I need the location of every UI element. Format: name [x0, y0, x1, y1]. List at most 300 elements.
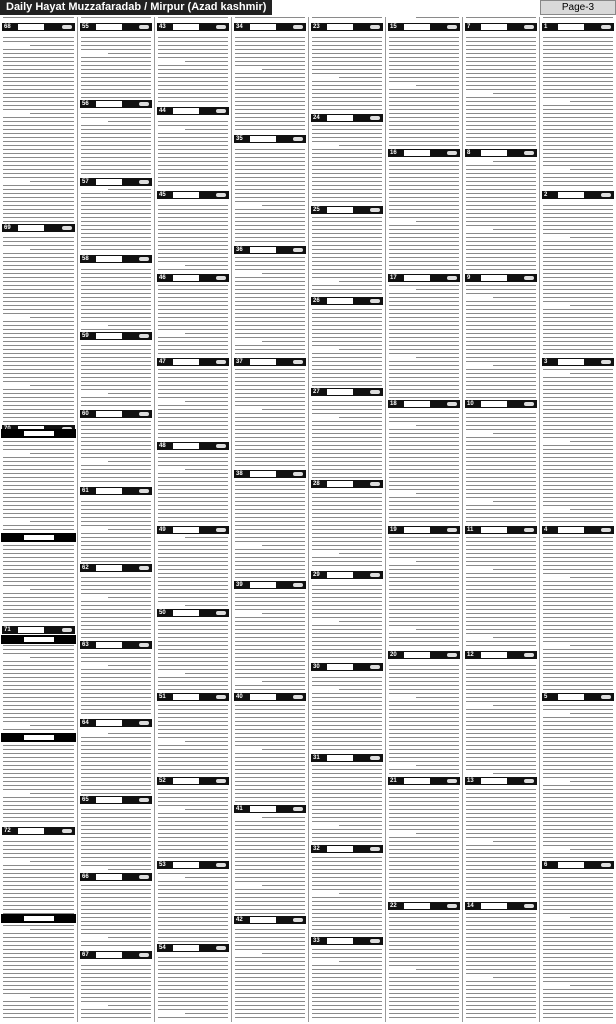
urdu-text-line — [81, 465, 151, 466]
notice-blank-slot — [404, 527, 430, 533]
urdu-text-line — [543, 233, 613, 234]
urdu-text-line — [81, 37, 151, 38]
urdu-text-line — [158, 1009, 228, 1010]
urdu-text-line — [235, 685, 305, 686]
urdu-text-line — [466, 845, 536, 846]
urdu-text-line — [235, 745, 305, 746]
urdu-text-line — [389, 705, 459, 706]
urdu-text-line — [235, 317, 305, 318]
urdu-text-line — [543, 165, 613, 166]
urdu-text-line — [389, 937, 459, 938]
urdu-text-line — [158, 977, 228, 978]
urdu-text-line — [158, 793, 228, 794]
urdu-text-line — [158, 177, 228, 178]
urdu-text-line — [543, 341, 613, 342]
urdu-text-line — [235, 769, 305, 770]
urdu-text-line — [235, 797, 305, 798]
urdu-text-line — [3, 301, 74, 302]
urdu-text-line — [339, 77, 382, 78]
urdu-text-line — [466, 329, 536, 330]
urdu-text-line — [466, 833, 536, 834]
urdu-text-line — [158, 637, 228, 638]
urdu-text-line — [543, 433, 613, 434]
urdu-text-line — [416, 833, 459, 834]
notice-number-bar — [465, 400, 537, 408]
urdu-text-line — [543, 717, 613, 718]
urdu-text-line — [389, 201, 459, 202]
urdu-text-line — [466, 521, 536, 522]
urdu-text-line — [81, 49, 151, 50]
calligraphy-logo-icon — [524, 402, 534, 406]
urdu-text-line — [466, 345, 536, 346]
urdu-text-line — [3, 293, 74, 294]
urdu-text-line — [81, 681, 151, 682]
notice-number: 2 — [544, 192, 548, 198]
notice-number: 22 — [390, 903, 397, 909]
urdu-text-line — [466, 1005, 536, 1006]
urdu-text-line — [235, 237, 305, 238]
urdu-text-line — [570, 237, 613, 238]
urdu-text-line — [312, 141, 382, 142]
urdu-text-line — [466, 41, 536, 42]
urdu-text-line — [466, 589, 536, 590]
urdu-text-line — [235, 557, 305, 558]
calligraphy-logo-icon — [293, 583, 303, 587]
urdu-text-line — [570, 917, 613, 918]
urdu-text-line — [312, 589, 382, 590]
urdu-text-line — [389, 81, 459, 82]
urdu-text-line — [3, 313, 74, 314]
urdu-text-line — [158, 801, 228, 802]
urdu-text-line — [389, 925, 459, 926]
urdu-text-line — [235, 449, 305, 450]
urdu-text-line — [416, 697, 459, 698]
urdu-text-line — [158, 65, 228, 66]
urdu-text-line — [81, 821, 151, 822]
urdu-text-line — [158, 241, 228, 242]
urdu-text-line — [3, 665, 74, 666]
urdu-text-line — [81, 297, 151, 298]
urdu-text-line — [158, 17, 228, 18]
urdu-text-line — [543, 909, 613, 910]
calligraphy-logo-icon — [293, 472, 303, 476]
news-column — [462, 17, 539, 1022]
notice-number: 29 — [313, 572, 320, 578]
urdu-text-line — [312, 693, 382, 694]
notice-number-bar — [311, 845, 383, 853]
notice-number: 24 — [313, 115, 320, 121]
urdu-text-line — [81, 401, 151, 402]
urdu-text-line — [312, 1005, 382, 1006]
notice-blank-slot — [250, 24, 276, 30]
urdu-text-line — [3, 721, 74, 722]
notice-blank-slot — [481, 778, 507, 784]
urdu-text-line — [158, 69, 228, 70]
urdu-text-line — [466, 917, 536, 918]
urdu-text-line — [312, 333, 382, 334]
urdu-text-line — [466, 49, 536, 50]
urdu-text-line — [466, 245, 536, 246]
urdu-text-line — [235, 1001, 305, 1002]
urdu-text-line — [389, 121, 459, 122]
urdu-text-line — [235, 845, 305, 846]
urdu-text-line — [3, 577, 74, 578]
urdu-text-line — [543, 977, 613, 978]
urdu-text-line — [158, 381, 228, 382]
urdu-text-line — [158, 973, 228, 974]
urdu-text-line — [235, 169, 305, 170]
urdu-text-line — [389, 225, 459, 226]
urdu-text-line — [312, 285, 382, 286]
urdu-text-line — [158, 209, 228, 210]
urdu-text-line — [466, 133, 536, 134]
calligraphy-logo-icon — [216, 109, 226, 113]
urdu-text-line — [312, 657, 382, 658]
urdu-text-line — [235, 989, 305, 990]
urdu-text-line — [235, 433, 305, 434]
urdu-text-line — [3, 405, 74, 406]
news-column — [0, 17, 77, 1022]
urdu-text-line — [185, 129, 228, 130]
urdu-text-line — [312, 857, 382, 858]
urdu-text-line — [543, 969, 613, 970]
notice-number: 19 — [390, 527, 397, 533]
urdu-text-line — [389, 233, 459, 234]
urdu-text-line — [3, 205, 74, 206]
urdu-text-line — [235, 593, 305, 594]
urdu-text-line — [158, 625, 228, 626]
urdu-text-line — [235, 993, 305, 994]
urdu-text-line — [108, 529, 151, 530]
urdu-text-line — [466, 921, 536, 922]
urdu-text-line — [389, 209, 459, 210]
urdu-text-line — [108, 121, 151, 122]
urdu-text-line — [493, 569, 536, 570]
urdu-text-line — [389, 573, 459, 574]
urdu-text-line — [30, 793, 74, 794]
notice-blank-slot — [327, 298, 353, 304]
urdu-text-line — [466, 469, 536, 470]
urdu-text-line — [235, 493, 305, 494]
notice-number: 11 — [467, 527, 474, 533]
urdu-text-line — [389, 553, 459, 554]
urdu-text-line — [466, 473, 536, 474]
urdu-text-line — [3, 709, 74, 710]
notice-number-bar — [157, 861, 229, 869]
urdu-text-line — [389, 761, 459, 762]
urdu-text-line — [389, 793, 459, 794]
urdu-text-line — [235, 913, 305, 914]
urdu-text-line — [3, 117, 74, 118]
notice-number-bar — [388, 526, 460, 534]
urdu-text-line — [158, 825, 228, 826]
urdu-text-line — [466, 265, 536, 266]
notice-blank-slot — [404, 778, 430, 784]
urdu-text-line — [81, 241, 151, 242]
urdu-text-line — [158, 569, 228, 570]
urdu-text-line — [543, 273, 613, 274]
urdu-text-line — [543, 289, 613, 290]
urdu-text-line — [466, 709, 536, 710]
urdu-text-line — [158, 545, 228, 546]
urdu-text-line — [81, 269, 151, 270]
urdu-text-line — [81, 481, 151, 482]
urdu-text-line — [312, 741, 382, 742]
urdu-text-line — [158, 297, 228, 298]
urdu-text-line — [235, 645, 305, 646]
urdu-text-line — [389, 913, 459, 914]
urdu-text-line — [3, 569, 74, 570]
urdu-text-line — [158, 249, 228, 250]
notice-number-bar — [311, 663, 383, 671]
urdu-text-line — [3, 529, 74, 530]
urdu-text-line — [158, 565, 228, 566]
urdu-text-line — [389, 801, 459, 802]
urdu-text-line — [235, 889, 305, 890]
urdu-text-line — [543, 277, 613, 278]
urdu-text-line — [235, 149, 305, 150]
urdu-text-line — [30, 589, 74, 590]
urdu-text-line — [235, 177, 305, 178]
urdu-text-line — [543, 349, 613, 350]
urdu-text-line — [543, 997, 613, 998]
notice-number-bar — [157, 358, 229, 366]
urdu-text-line — [466, 361, 536, 362]
urdu-text-line — [81, 885, 151, 886]
urdu-text-line — [312, 585, 382, 586]
urdu-text-line — [235, 277, 305, 278]
urdu-text-line — [158, 745, 228, 746]
urdu-text-line — [3, 445, 74, 446]
urdu-text-line — [389, 41, 459, 42]
urdu-text-line — [81, 1009, 151, 1010]
urdu-text-line — [312, 373, 382, 374]
urdu-text-line — [389, 365, 459, 366]
urdu-text-line — [466, 465, 536, 466]
urdu-text-line — [3, 49, 74, 50]
header-band-slot — [24, 735, 54, 740]
urdu-text-line — [389, 797, 459, 798]
urdu-text-line — [158, 481, 228, 482]
urdu-text-line — [185, 265, 228, 266]
notice-blank-slot — [173, 108, 199, 114]
urdu-text-line — [3, 325, 74, 326]
urdu-text-line — [158, 961, 228, 962]
calligraphy-logo-icon — [62, 628, 72, 632]
urdu-text-line — [466, 669, 536, 670]
urdu-text-line — [312, 165, 382, 166]
urdu-text-line — [416, 969, 459, 970]
urdu-text-line — [543, 265, 613, 266]
calligraphy-logo-icon — [293, 918, 303, 922]
urdu-text-line — [235, 185, 305, 186]
urdu-text-line — [543, 205, 613, 206]
urdu-text-line — [312, 173, 382, 174]
notice-blank-slot — [96, 333, 122, 339]
urdu-text-line — [158, 829, 228, 830]
urdu-text-line — [389, 361, 459, 362]
urdu-text-line — [543, 37, 613, 38]
urdu-text-line — [158, 553, 228, 554]
urdu-text-line — [466, 741, 536, 742]
urdu-text-line — [158, 73, 228, 74]
urdu-text-line — [235, 761, 305, 762]
urdu-text-line — [158, 225, 228, 226]
urdu-text-line — [3, 285, 74, 286]
urdu-text-line — [389, 545, 459, 546]
urdu-text-line — [312, 97, 382, 98]
urdu-text-line — [235, 441, 305, 442]
urdu-text-line — [389, 501, 459, 502]
urdu-text-line — [3, 41, 74, 42]
urdu-text-line — [81, 193, 151, 194]
urdu-text-line — [235, 233, 305, 234]
urdu-text-line — [466, 809, 536, 810]
urdu-text-line — [312, 905, 382, 906]
urdu-text-line — [389, 933, 459, 934]
urdu-text-line — [493, 841, 536, 842]
urdu-text-line — [158, 81, 228, 82]
calligraphy-logo-icon — [524, 904, 534, 908]
notice-blank-slot — [173, 192, 199, 198]
urdu-text-line — [3, 609, 74, 610]
notice-number-bar — [157, 274, 229, 282]
urdu-text-line — [3, 349, 74, 350]
urdu-text-line — [262, 681, 305, 682]
urdu-text-line — [543, 913, 613, 914]
urdu-text-line — [158, 577, 228, 578]
urdu-text-line — [235, 561, 305, 562]
calligraphy-logo-icon — [601, 695, 611, 699]
notice-number: 34 — [236, 24, 243, 30]
urdu-text-line — [235, 949, 305, 950]
urdu-text-line — [235, 241, 305, 242]
urdu-text-line — [466, 593, 536, 594]
notice-number: 59 — [82, 333, 89, 339]
urdu-text-line — [81, 781, 151, 782]
calligraphy-logo-icon — [216, 779, 226, 783]
urdu-text-line — [543, 553, 613, 554]
urdu-text-line — [158, 321, 228, 322]
urdu-text-line — [81, 789, 151, 790]
urdu-text-line — [81, 585, 151, 586]
urdu-text-line — [81, 921, 151, 922]
urdu-text-line — [543, 141, 613, 142]
urdu-text-line — [235, 209, 305, 210]
urdu-text-line — [389, 813, 459, 814]
urdu-text-line — [466, 337, 536, 338]
urdu-text-line — [389, 109, 459, 110]
urdu-text-line — [312, 985, 382, 986]
urdu-text-line — [235, 601, 305, 602]
urdu-text-line — [389, 353, 459, 354]
urdu-text-line — [466, 745, 536, 746]
urdu-text-line — [312, 997, 382, 998]
urdu-text-line — [466, 493, 536, 494]
urdu-text-line — [389, 725, 459, 726]
news-column — [231, 17, 308, 1022]
calligraphy-logo-icon — [139, 643, 149, 647]
urdu-text-line — [235, 285, 305, 286]
calligraphy-logo-icon — [370, 665, 380, 669]
urdu-text-line — [543, 1013, 613, 1014]
urdu-text-line — [81, 425, 151, 426]
urdu-text-line — [389, 369, 459, 370]
urdu-text-line — [543, 257, 613, 258]
urdu-text-line — [81, 989, 151, 990]
urdu-text-line — [81, 549, 151, 550]
notice-number-bar — [542, 526, 614, 534]
urdu-text-line — [235, 757, 305, 758]
urdu-text-line — [543, 381, 613, 382]
urdu-text-line — [235, 825, 305, 826]
urdu-text-line — [3, 65, 74, 66]
urdu-text-line — [3, 481, 74, 482]
urdu-text-line — [158, 645, 228, 646]
notice-blank-slot — [96, 179, 122, 185]
urdu-text-line — [466, 293, 536, 294]
urdu-text-line — [389, 69, 459, 70]
urdu-text-line — [3, 761, 74, 762]
urdu-text-line — [389, 317, 459, 318]
urdu-text-line — [158, 589, 228, 590]
notice-blank-slot — [250, 359, 276, 365]
urdu-text-line — [312, 973, 382, 974]
urdu-text-line — [235, 161, 305, 162]
urdu-text-line — [81, 977, 151, 978]
urdu-text-line — [158, 369, 228, 370]
urdu-text-line — [158, 989, 228, 990]
urdu-text-line — [312, 161, 382, 162]
urdu-text-line — [235, 77, 305, 78]
urdu-text-line — [389, 517, 459, 518]
calligraphy-logo-icon — [447, 25, 457, 29]
urdu-text-line — [543, 769, 613, 770]
urdu-text-line — [543, 501, 613, 502]
urdu-text-line — [466, 725, 536, 726]
urdu-text-line — [389, 621, 459, 622]
urdu-text-line — [466, 913, 536, 914]
urdu-text-line — [3, 365, 74, 366]
urdu-text-line — [312, 505, 382, 506]
urdu-text-line — [81, 941, 151, 942]
urdu-text-line — [3, 993, 74, 994]
urdu-text-line — [312, 977, 382, 978]
urdu-text-line — [543, 773, 613, 774]
urdu-text-line — [185, 61, 228, 62]
urdu-text-line — [262, 885, 305, 886]
urdu-text-line — [81, 545, 151, 546]
urdu-text-line — [81, 629, 151, 630]
urdu-text-line — [235, 873, 305, 874]
urdu-text-line — [158, 377, 228, 378]
urdu-text-line — [312, 377, 382, 378]
urdu-text-line — [158, 573, 228, 574]
notice-blank-slot — [250, 247, 276, 253]
urdu-text-line — [81, 165, 151, 166]
urdu-text-line — [235, 269, 305, 270]
urdu-text-line — [543, 557, 613, 558]
notice-number: 58 — [82, 256, 89, 262]
urdu-text-line — [262, 613, 305, 614]
urdu-text-line — [158, 789, 228, 790]
urdu-text-line — [389, 497, 459, 498]
urdu-text-line — [3, 133, 74, 134]
notice-number-bar — [542, 23, 614, 31]
urdu-text-line — [235, 753, 305, 754]
urdu-text-line — [235, 1013, 305, 1014]
notice-number-bar — [311, 480, 383, 488]
